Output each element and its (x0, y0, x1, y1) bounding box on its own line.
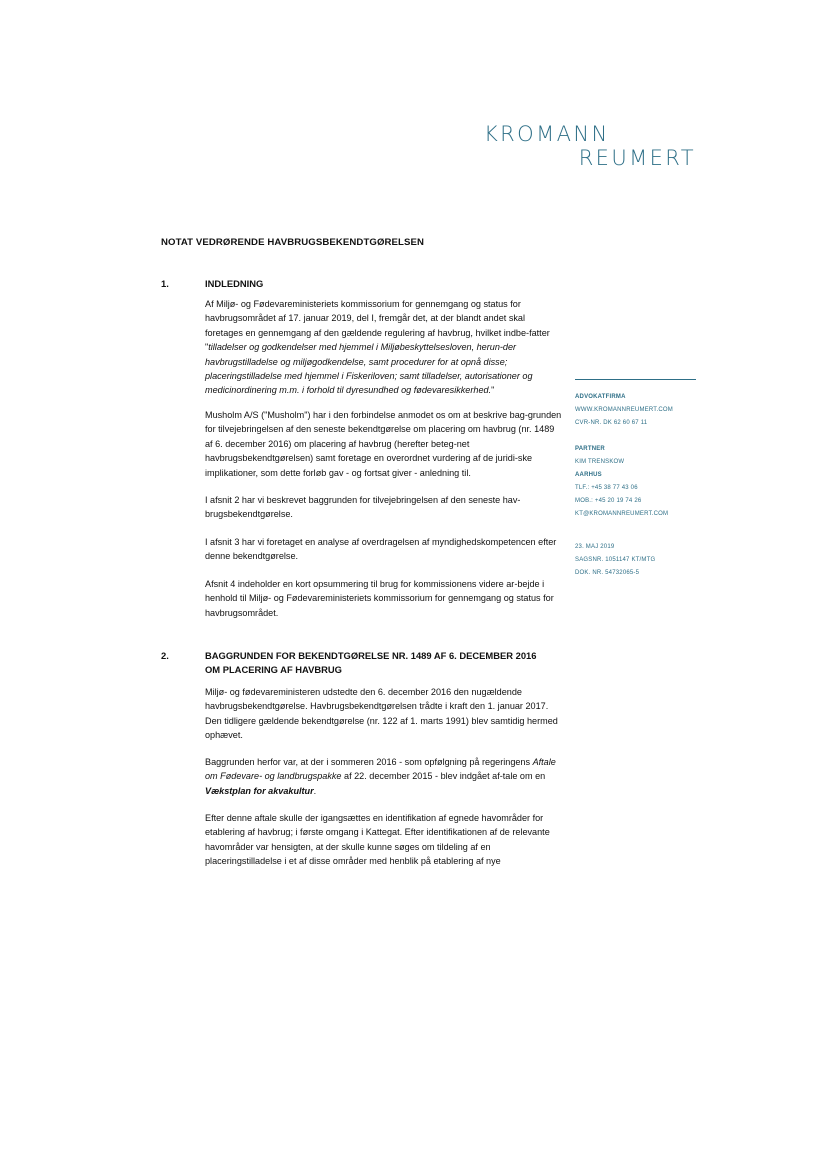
document-title: NOTAT VEDRØRENDE HAVBRUGSBEKENDTGØRELSEN (161, 237, 425, 248)
section-2-number: 2. (161, 650, 169, 661)
sidebar-firm-block (575, 391, 705, 430)
document-number: DOK. NR. 54732065-5 (575, 570, 640, 576)
section-1-paragraph-3: I afsnit 2 har vi beskrevet baggrunden for tilvejebringelsen af den seneste hav-brugsbekendtgørelse. (205, 495, 521, 520)
firm-heading: ADVOKATFIRMA (575, 394, 626, 400)
section-1-paragraph-2: Musholm A/S ("Musholm") har i den forbindelse anmodet os om at beskrive bag-grunden for tilvejebringelsen af den seneste bekendtgørelse om placering om havbrug (nr. 1489 af 6. december 2016) om placering af havbrug (herefter beteg-net havbrugsbekendtgørelsen) samt foretage en overordnet vurdering af de juridi-ske implikationer, som dette forløb gav - og fortsat giver - anledning til. (205, 410, 562, 478)
section-1-paragraph-5: Afsnit 4 indeholder en kort opsummering til brug for kommissionens videre ar-bejde i henhold til Miljø- og Fødevareministeriets kommissorium for gennemgang og status for havbrugsområdet. (205, 579, 554, 618)
section-2-paragraph-1: Miljø- og fødevareministeren udstedte den 6. december 2016 den nugældende havbrugsbekendtgørelse. Havbrugsbekendtgørelsen trådte i kraft den 1. januar 2017. Den tidligere gældende bekendtgørelse (nr. 122 af 1. marts 1991) blev samtidig hermed ophævet. (205, 687, 558, 741)
section-2-heading: BAGGRUNDEN FOR BEKENDTGØRELSE NR. 1489 AF 6. DECEMBER 2016 OM PLACERING AF HAVBRUG (205, 650, 537, 675)
partner-city: AARHUS (575, 472, 602, 478)
sidebar-partner-block (575, 443, 705, 521)
p2-growth-plan-title: Vækstplan for akvakultur (205, 785, 314, 796)
p1-quote: tilladelser og godkendelser med hjemmel i Miljøbeskyttelsesloven, herun-der havbrugstilladelse og miljøgodkendelse, samt procedurer for at opnå disse; placeringstilladelse med hjemmel i Fiskeriloven; samt tilladelser, autorisationer og medicinordinering m.m. i forhold til dyresundhed og fødevaresikkerhed. (205, 342, 533, 396)
firm-cvr: CVR-NR. DK 62 60 67 11 (575, 420, 648, 426)
logo-line-1: KROMANN (484, 122, 610, 146)
partner-name: KIM TRENSKOW (575, 459, 625, 465)
sidebar-divider (575, 379, 696, 380)
section-1-paragraph-4: I afsnit 3 har vi foretaget en analyse af overdragelsen af myndighedskompetencen efter denne bekendtgørelse. (205, 537, 557, 562)
p2-text-c: af 22. december 2015 - blev indgået af-tale om en (341, 771, 546, 782)
sidebar-reference-block (575, 541, 705, 580)
p2-text-a: Baggrunden herfor var, at der i sommeren 2016 - som opfølgning på regeringens (205, 757, 533, 767)
section-1-heading: INDLEDNING (205, 278, 264, 289)
partner-mobile: MOB.: +45 20 19 74 26 (575, 498, 642, 504)
document-date: 23. MAJ 2019 (575, 544, 615, 550)
section-1-number: 1. (161, 278, 169, 289)
p2-agreement-title: Aftale om Fødevare- og landbrugspakke (205, 757, 556, 782)
section-1-paragraph-1 (205, 297, 563, 398)
section-2-paragraph-3: Efter denne aftale skulle der igangsættes en identifikation af egnede havområder for etablering af havbrug; i første omgang i Kattegat. Efter identifikationen af de relevante havområder var hensigten, at der skulle kunne søges om tildeling af en placeringstilladelse i et af disse områder med henblik på etablering af nye (205, 813, 550, 867)
kromann-reumert-logo (484, 122, 698, 170)
section-2-paragraph-2 (205, 755, 563, 798)
partner-phone: TLF.: +45 38 77 43 06 (575, 485, 638, 491)
partner-email-link[interactable]: KT@KROMANNREUMERT.COM (575, 511, 669, 517)
p1-text: Af Miljø- og Fødevareministeriets kommissorium for gennemgang og status for havbrugsområdet af 17. januar 2019, del I, fremgår det, at der blandt andet skal foretages en gennemgang af den gældende regulering af havbrug, hvilket indbe-fatter " (205, 299, 550, 353)
case-number: SAGSNR. 1051147 KT/MTG (575, 557, 656, 563)
logo-line-2: REUMERT (578, 146, 696, 170)
partner-heading: PARTNER (575, 446, 605, 452)
p2-text-e: . (313, 785, 317, 796)
firm-website-link[interactable]: WWW.KROMANNREUMERT.COM (575, 407, 673, 413)
p1-close: " (491, 385, 495, 396)
